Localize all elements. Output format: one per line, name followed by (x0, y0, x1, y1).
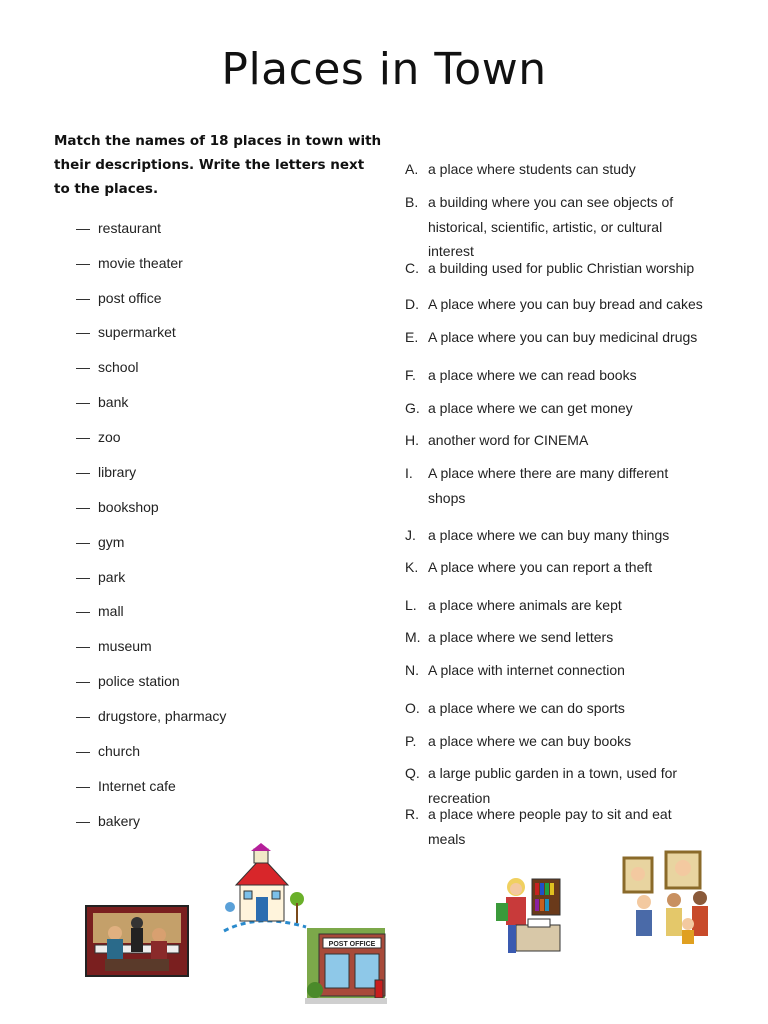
place-label: police station (98, 673, 180, 689)
description-item (405, 256, 705, 281)
description-letter: E. (405, 329, 419, 345)
answer-blank: — (76, 499, 90, 515)
description-item (405, 157, 705, 182)
page-title: Places in Town (221, 44, 547, 95)
description-item (405, 428, 705, 453)
description-text: A place where you can report a theft (428, 559, 653, 575)
place-item[interactable] (76, 359, 138, 375)
description-letter: A. (405, 161, 419, 177)
description-text: A place where there are many different shops (428, 465, 669, 506)
description-text: a place where students can study (428, 161, 636, 177)
place-item[interactable] (76, 255, 183, 271)
answer-blank: — (76, 394, 90, 410)
library-clipart (492, 873, 564, 957)
place-label: museum (98, 638, 152, 654)
answer-blank: — (76, 255, 90, 271)
description-item (405, 461, 705, 510)
answer-blank: — (76, 290, 90, 306)
place-item[interactable] (76, 813, 140, 829)
place-label: church (98, 743, 141, 759)
school-clipart (218, 843, 310, 938)
place-label: bakery (98, 813, 141, 829)
place-label: Internet cafe (98, 778, 176, 794)
description-item (405, 593, 705, 618)
place-label: bookshop (98, 499, 159, 515)
place-item[interactable] (76, 464, 136, 480)
answer-blank: — (76, 638, 90, 654)
description-item (405, 802, 705, 851)
place-item[interactable] (76, 220, 161, 236)
place-item[interactable] (76, 638, 152, 654)
description-item (405, 325, 705, 350)
description-text: a place where people pay to sit and eat meals (428, 806, 672, 847)
description-letter: H. (405, 432, 419, 448)
description-letter: K. (405, 559, 419, 575)
place-item[interactable] (76, 569, 125, 585)
post-office-clipart (305, 918, 387, 1004)
answer-blank: — (76, 359, 90, 375)
answer-blank: — (76, 569, 90, 585)
description-text: a place where we can read books (428, 367, 637, 383)
description-letter: L. (405, 597, 417, 613)
description-letter: J. (405, 527, 416, 543)
answer-blank: — (76, 743, 90, 759)
place-label: school (98, 359, 139, 375)
description-letter: R. (405, 806, 419, 822)
place-item[interactable] (76, 324, 176, 340)
post-office-sign: POST OFFICE (328, 941, 376, 948)
place-label: supermarket (98, 324, 176, 340)
place-label: bank (98, 394, 129, 410)
place-label: zoo (98, 429, 121, 445)
description-text: A place where you can buy medicinal drugs (428, 329, 698, 345)
place-item[interactable] (76, 290, 162, 306)
description-letter: C. (405, 260, 419, 276)
description-text: a place where we can get money (428, 400, 633, 416)
instructions: Match the names of 18 places in town with their descriptions. Write the letters next to the places. (54, 133, 382, 197)
answer-blank: — (76, 813, 90, 829)
description-letter: I. (405, 465, 413, 481)
place-label: restaurant (98, 220, 162, 236)
place-label: mall (98, 603, 124, 619)
description-item (405, 396, 705, 421)
description-item (405, 555, 705, 580)
description-item (405, 190, 705, 264)
description-letter: N. (405, 662, 419, 678)
description-letter: O. (405, 700, 420, 716)
place-item[interactable] (76, 394, 128, 410)
description-item (405, 523, 705, 548)
description-text: A place where you can buy bread and cakes (428, 296, 703, 312)
description-item (405, 363, 705, 388)
description-letter: P. (405, 733, 417, 749)
description-item (405, 658, 705, 683)
answer-blank: — (76, 534, 90, 550)
description-letter: Q. (405, 765, 420, 781)
answer-blank: — (76, 220, 90, 236)
description-text: a place where animals are kept (428, 597, 622, 613)
description-item (405, 625, 705, 650)
place-label: movie theater (98, 255, 183, 271)
place-item[interactable] (76, 778, 176, 794)
description-item (405, 292, 705, 317)
place-label: post office (98, 290, 162, 306)
answer-blank: — (76, 673, 90, 689)
description-text: a place where we send letters (428, 629, 614, 645)
description-item (405, 696, 705, 721)
answer-blank: — (76, 324, 90, 340)
restaurant-clipart (85, 905, 189, 977)
description-text: a building where you can see objects of historical, scientific, artistic, or cultural interest (428, 194, 674, 259)
description-text: a large public garden in a town, used for recreation (428, 765, 678, 806)
place-label: park (98, 569, 126, 585)
place-item[interactable] (76, 499, 159, 515)
answer-blank: — (76, 778, 90, 794)
place-item[interactable] (76, 534, 124, 550)
description-text: a place where we can buy books (428, 733, 632, 749)
answer-blank: — (76, 464, 90, 480)
place-item[interactable] (76, 603, 124, 619)
description-text: a place where we can buy many things (428, 527, 670, 543)
place-label: library (98, 464, 137, 480)
description-letter: F. (405, 367, 416, 383)
place-item[interactable] (76, 743, 140, 759)
description-text: a place where we can do sports (428, 700, 625, 716)
description-letter: G. (405, 400, 420, 416)
place-label: gym (98, 534, 125, 550)
answer-blank: — (76, 603, 90, 619)
museum-clipart (622, 850, 712, 946)
description-text: a building used for public Christian worship (428, 260, 695, 276)
description-text: A place with internet connection (428, 662, 625, 678)
description-item (405, 729, 705, 754)
place-item[interactable] (76, 429, 121, 445)
description-text: another word for CINEMA (428, 432, 589, 448)
answer-blank: — (76, 429, 90, 445)
answer-blank: — (76, 708, 90, 724)
place-label: drugstore, pharmacy (98, 708, 227, 724)
place-item[interactable] (76, 708, 226, 724)
place-item[interactable] (76, 673, 180, 689)
description-letter: D. (405, 296, 419, 312)
description-letter: M. (405, 629, 421, 645)
description-letter: B. (405, 194, 419, 210)
